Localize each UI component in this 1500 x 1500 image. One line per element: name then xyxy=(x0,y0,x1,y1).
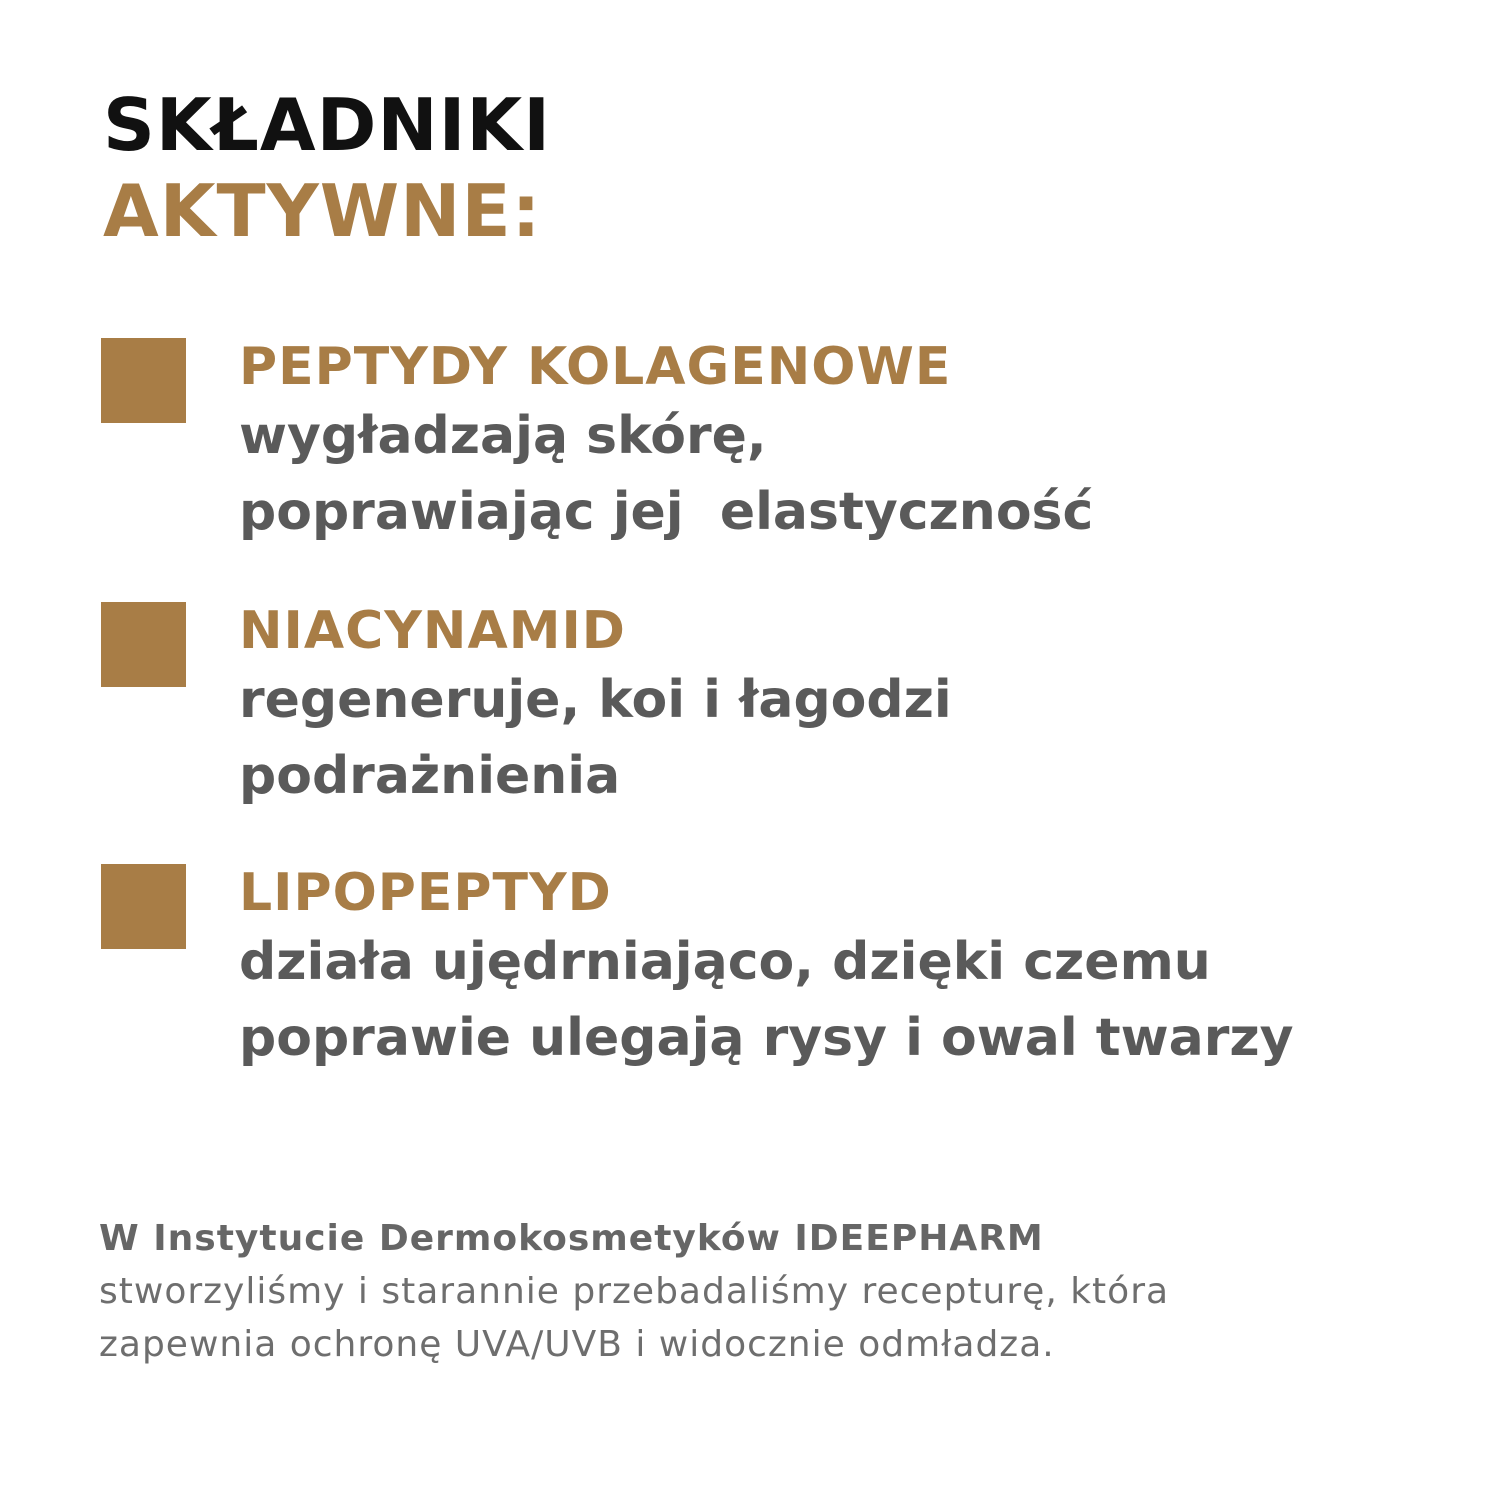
footer-text-line: stworzyliśmy i starannie przebadaliśmy recepturę, która xyxy=(99,1271,1170,1312)
ingredient-text xyxy=(239,336,1093,550)
footer-note xyxy=(99,1212,1429,1371)
ingredient-name: NIACYNAMID xyxy=(239,601,626,661)
ingredient-description-line: podrażnienia xyxy=(239,746,621,806)
ingredient-description-line: regeneruje, koi i łagodzi xyxy=(239,670,952,730)
ingredient-name: LIPOPEPTYD xyxy=(239,863,612,923)
square-bullet-icon xyxy=(101,602,186,687)
ingredient-description-line: poprawiając jej elastyczność xyxy=(239,482,1094,542)
page-title xyxy=(103,82,551,254)
ingredient-description-line: wygładzają skórę, xyxy=(239,406,767,466)
footer-brand-line: W Instytucie Dermokosmetyków IDEEPHARM xyxy=(99,1218,1044,1259)
ingredient-name: PEPTYDY KOLAGENOWE xyxy=(239,337,952,397)
title-line-aktywne: AKTYWNE: xyxy=(103,169,542,253)
footer-text-line: zapewnia ochronę UVA/UVB i widocznie odmładza. xyxy=(99,1324,1055,1365)
ingredient-text xyxy=(239,600,952,814)
ingredient-text xyxy=(239,862,1294,1076)
ingredient-description-line: poprawie ulegają rysy i owal twarzy xyxy=(239,1008,1294,1068)
square-bullet-icon xyxy=(101,338,186,423)
title-line-skladniki: SKŁADNIKI xyxy=(103,83,551,167)
ingredient-description-line: działa ujędrniająco, dzięki czemu xyxy=(239,932,1211,992)
square-bullet-icon xyxy=(101,864,186,949)
